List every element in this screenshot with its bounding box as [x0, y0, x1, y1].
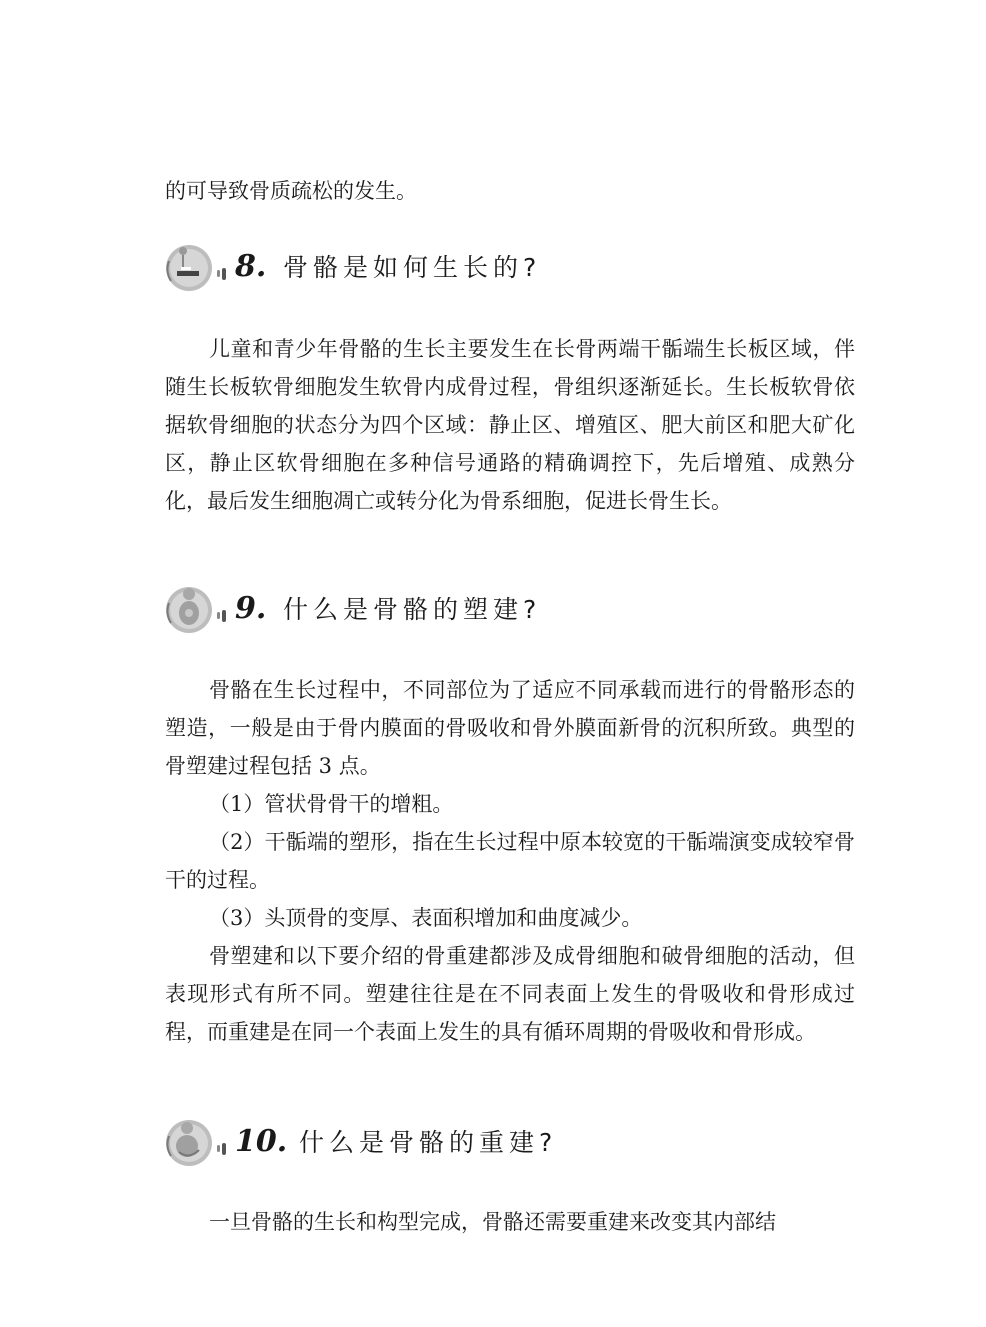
- heading-dots: [217, 263, 228, 282]
- section-title: 什么是骨骼的塑建?: [283, 595, 542, 624]
- paragraph: 骨骼在生长过程中，不同部位为了适应不同承载而进行的骨骼形态的塑造，一般是由于骨内膜面的骨吸收和骨外膜面新骨的沉积所致。典型的骨塑建过程包括 3 点。: [165, 678, 855, 778]
- section-body-10: [165, 1203, 855, 1241]
- section-heading-8: [165, 241, 855, 301]
- paragraph: 一旦骨骼的生长和构型完成，骨骼还需要重建来改变其内部结: [209, 1210, 776, 1234]
- section-body-9: [165, 671, 855, 1051]
- heading-dots: [217, 1138, 228, 1157]
- figure-icon: [165, 1116, 217, 1168]
- heading-dots: [217, 605, 228, 624]
- paragraph: 儿童和青少年骨骼的生长主要发生在长骨两端干骺端生长板区域，伴随生长板软骨细胞发生软骨内成骨过程，骨组织逐渐延长。生长板软骨依据软骨细胞的状态分为四个区域：静止区、增殖区、肥大前区和肥大矿化区，静止区软骨细胞在多种信号通路的精确调控下，先后增殖、成熟分化，最后发生细胞凋亡或转分化为骨系细胞，促进长骨生长。: [165, 337, 855, 513]
- section-heading-10: [165, 1116, 855, 1176]
- section-title: 骨骼是如何生长的?: [283, 253, 542, 282]
- section-number: 9.: [235, 591, 267, 626]
- list-item: （2）干骺端的塑形，指在生长过程中原本较宽的干骺端演变成较窄骨干的过程。: [165, 830, 855, 892]
- figure-icon: [165, 583, 217, 635]
- intro-block: [165, 172, 855, 210]
- person-reading-icon: [165, 241, 217, 293]
- section-number: 10.: [235, 1124, 288, 1159]
- section-number: 8.: [235, 249, 267, 284]
- intro-text: 的可导致骨质疏松的发生。: [165, 179, 417, 203]
- list-item: （1）管状骨骨干的增粗。: [209, 792, 454, 816]
- section-title: 什么是骨骼的重建?: [299, 1128, 558, 1157]
- paragraph: 骨塑建和以下要介绍的骨重建都涉及成骨细胞和破骨细胞的活动，但表现形式有所不同。塑建往往是在不同表面上发生的骨吸收和骨形成过程，而重建是在同一个表面上发生的具有循环周期的骨吸收和骨形成。: [165, 944, 855, 1044]
- section-heading-9: [165, 583, 855, 643]
- section-body-8: [165, 330, 855, 520]
- list-item: （3）头顶骨的变厚、表面积增加和曲度减少。: [209, 906, 643, 930]
